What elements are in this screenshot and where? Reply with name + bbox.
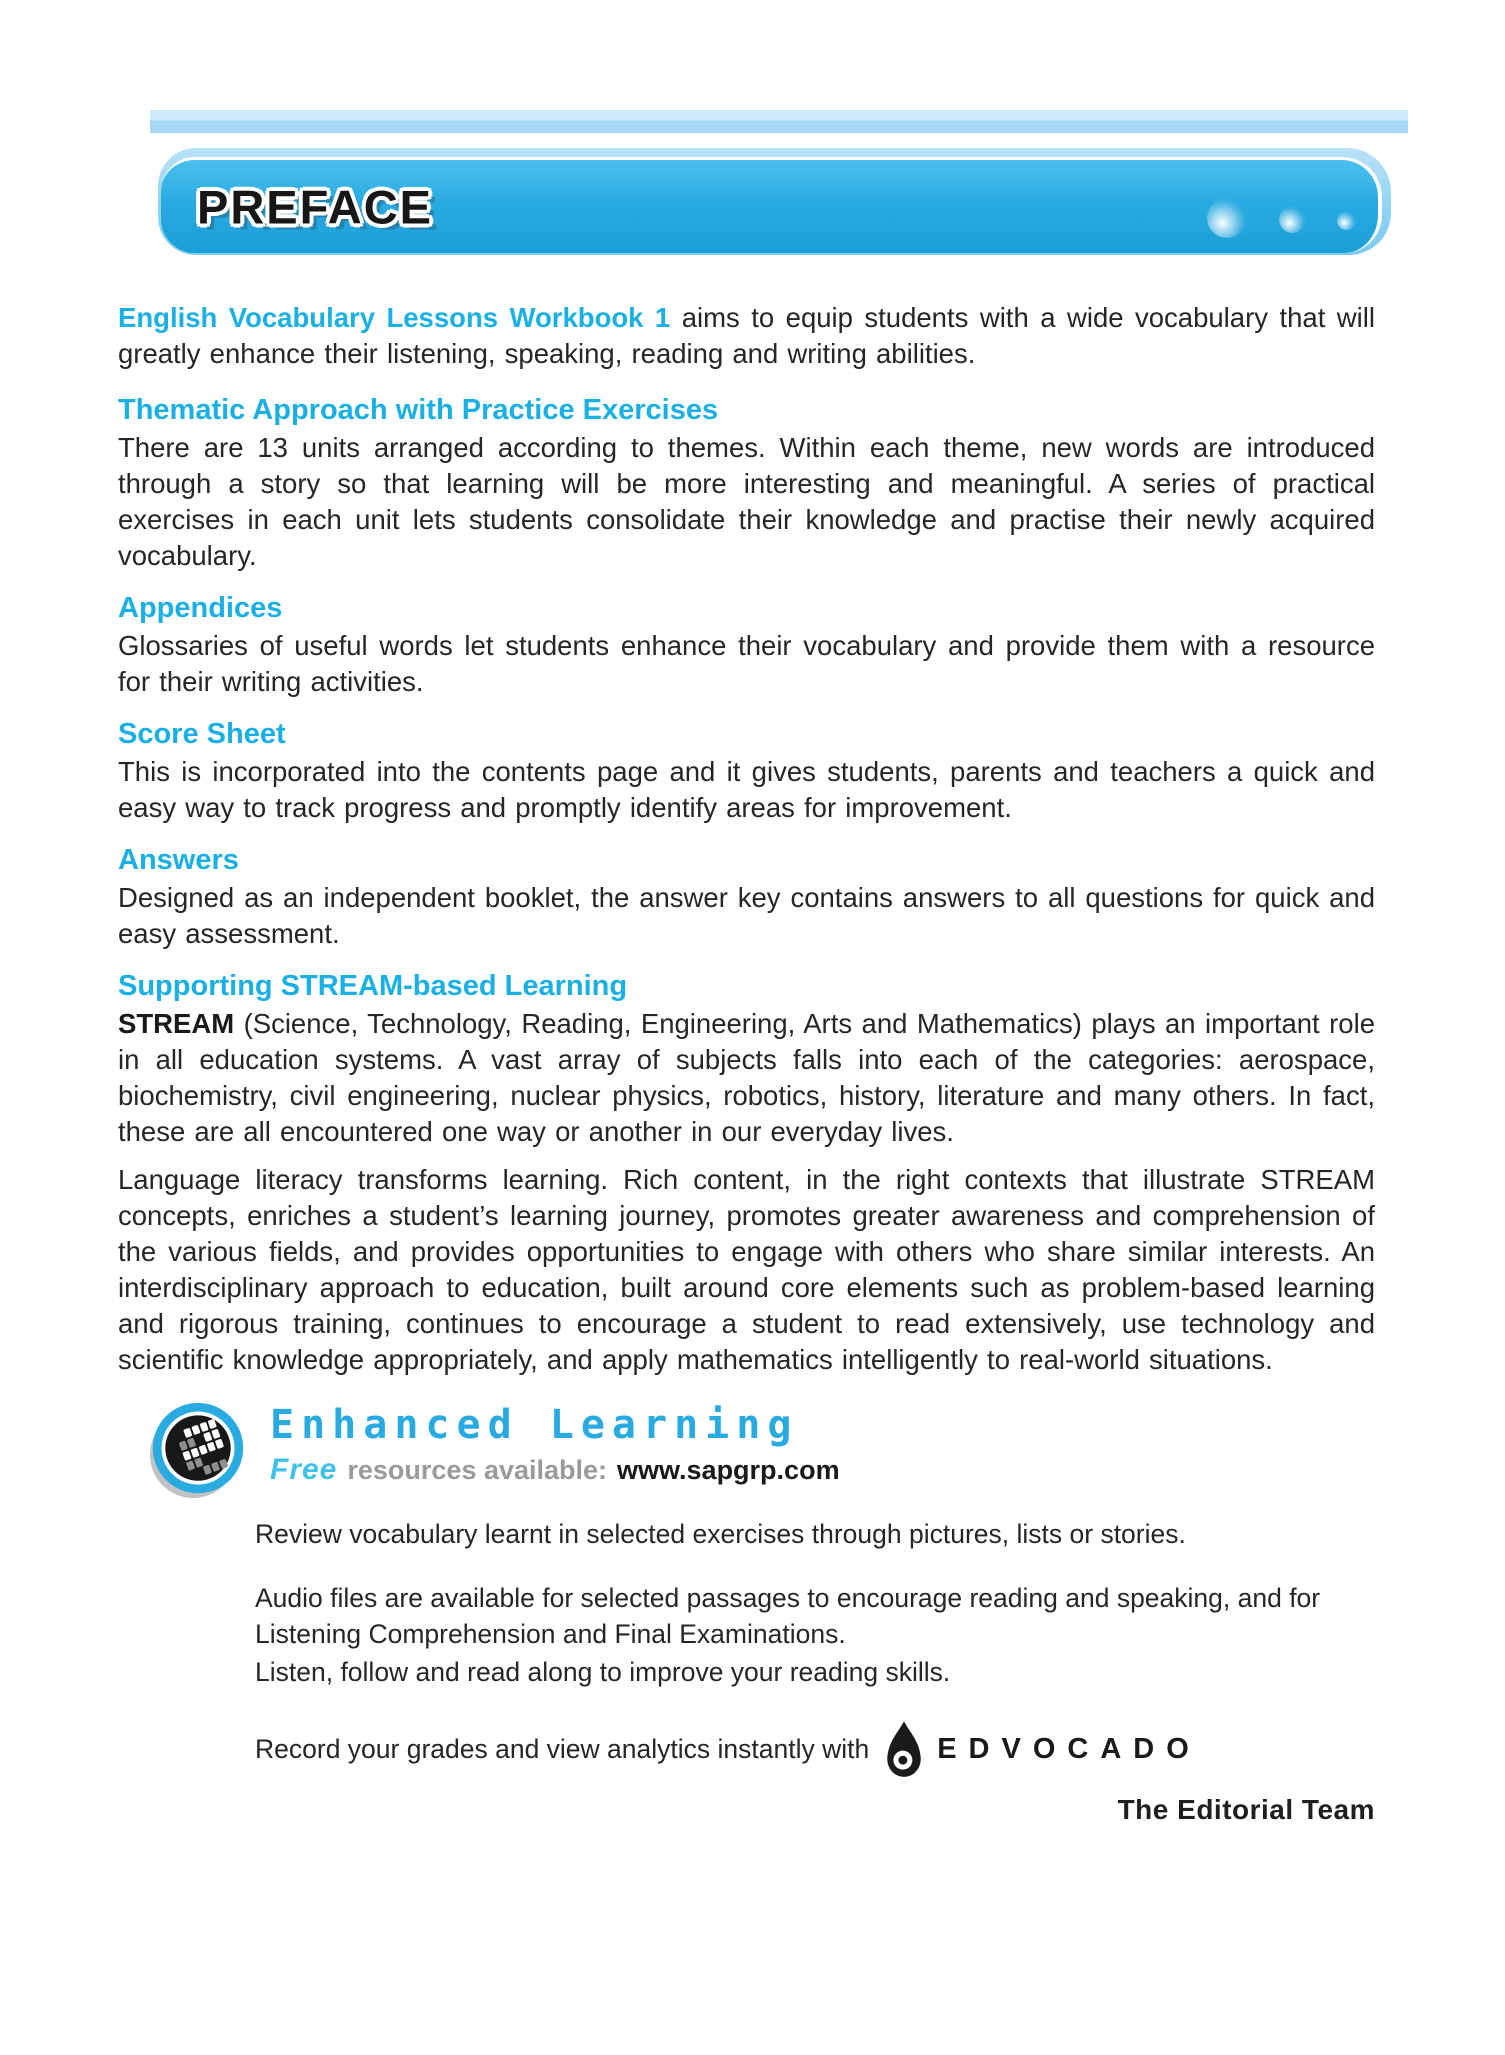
bubble-icon: [1207, 198, 1247, 238]
edvocado-logo-icon: [883, 1720, 925, 1778]
bubble-icon: [1279, 206, 1306, 233]
feature-review: Review vocabulary learnt in selected exercises through pictures, lists or stories.: [255, 1519, 1186, 1549]
free-resources-line: [270, 1454, 840, 1486]
enhanced-learning-logo-icon: [148, 1400, 248, 1500]
enhanced-learning-features: [255, 1516, 1375, 1778]
book-title: English Vocabulary Lessons Workbook 1: [118, 302, 671, 333]
preface-banner: [158, 148, 1391, 255]
free-label: Free: [270, 1453, 338, 1486]
enhanced-learning-title: Enhanced Learning: [270, 1402, 799, 1448]
enhanced-learning-titles: [270, 1400, 840, 1486]
feature-audio: Audio files are available for selected passages to encourage reading and speaking, and for Listening Comprehension and Final Examinations.: [255, 1583, 1321, 1649]
section-body: [118, 1006, 1375, 1150]
section-heading: Supporting STREAM-based Learning: [118, 970, 628, 1002]
section-heading: Appendices: [118, 592, 283, 624]
enhanced-learning-block: [118, 1400, 1375, 1778]
section-body: Designed as an independent booklet, the answer key contains answers to all questions for quick and easy assessment.: [118, 882, 1375, 949]
section-answers: [118, 842, 1375, 952]
page-title: PREFACE: [197, 180, 433, 233]
section-thematic-approach: [118, 392, 1375, 574]
resources-label: resources available:: [347, 1455, 608, 1485]
intro-paragraph: [118, 300, 1375, 372]
section-appendices: [118, 590, 1375, 700]
section-body: This is incorporated into the contents page and it gives students, parents and teachers a quick and easy way to track progress and promptly identify areas for improvement.: [118, 756, 1375, 823]
section-body: There are 13 units arranged according to themes. Within each theme, new words are introduced through a story so that learning will be more interesting and meaningful. A series of practical exercises in each unit lets students consolidate their knowledge and practise their newly acquired vocabulary.: [118, 432, 1375, 571]
section-stream-learning: [118, 968, 1375, 1378]
top-accent-strip: [150, 110, 1408, 133]
enhanced-learning-header: [148, 1400, 1375, 1500]
section-heading: Thematic Approach with Practice Exercises: [118, 394, 719, 426]
editorial-team-signature: The Editorial Team: [1117, 1794, 1375, 1825]
edvocado-wordmark: EDVOCADO: [937, 1732, 1201, 1765]
feature-listen: Listen, follow and read along to improve your reading skills.: [255, 1657, 951, 1687]
preface-banner-body: [161, 157, 1382, 253]
section-heading: Score Sheet: [118, 718, 286, 750]
stream-acronym: STREAM: [118, 1008, 235, 1039]
feature-record: Record your grades and view analytics instantly with: [255, 1734, 870, 1764]
section-heading: Answers: [118, 844, 239, 876]
section-body-2: Language literacy transforms learning. Rich content, in the right contexts that illustrate STREAM concepts, enriches a student’s learning journey, promotes greater awareness and comprehension of the various fields, and provides opportunities to engage with others who share similar interests. An interdisciplinary approach to education, built around core elements such as problem-based learning and rigorous training, continues to encourage a student to read extensively, use technology and scientific knowledge appropriately, and apply mathematics intelligently to real-world situations.: [118, 1164, 1375, 1375]
section-score-sheet: [118, 716, 1375, 826]
preface-content: [118, 300, 1375, 1826]
bubble-icon: [1337, 211, 1356, 230]
feature-record-row: [255, 1720, 1375, 1778]
intro-text: aims to equip students with a wide vocabulary that will greatly enhance their listening, speaking, reading and writing abilities.: [118, 302, 1375, 369]
sapgrp-url: www.sapgrp.com: [617, 1455, 840, 1485]
stream-text: (Science, Technology, Reading, Engineering, Arts and Mathematics) plays an important role in all education systems. A vast array of subjects falls into each of the categories: aerospace, biochemistry, civil engineering, nuclear physics, robotics, history, literature and many others. In fact, these are all encountered one way or another in our everyday lives.: [118, 1008, 1375, 1147]
section-body: Glossaries of useful words let students enhance their vocabulary and provide them with a resource for their writing activities.: [118, 630, 1375, 697]
